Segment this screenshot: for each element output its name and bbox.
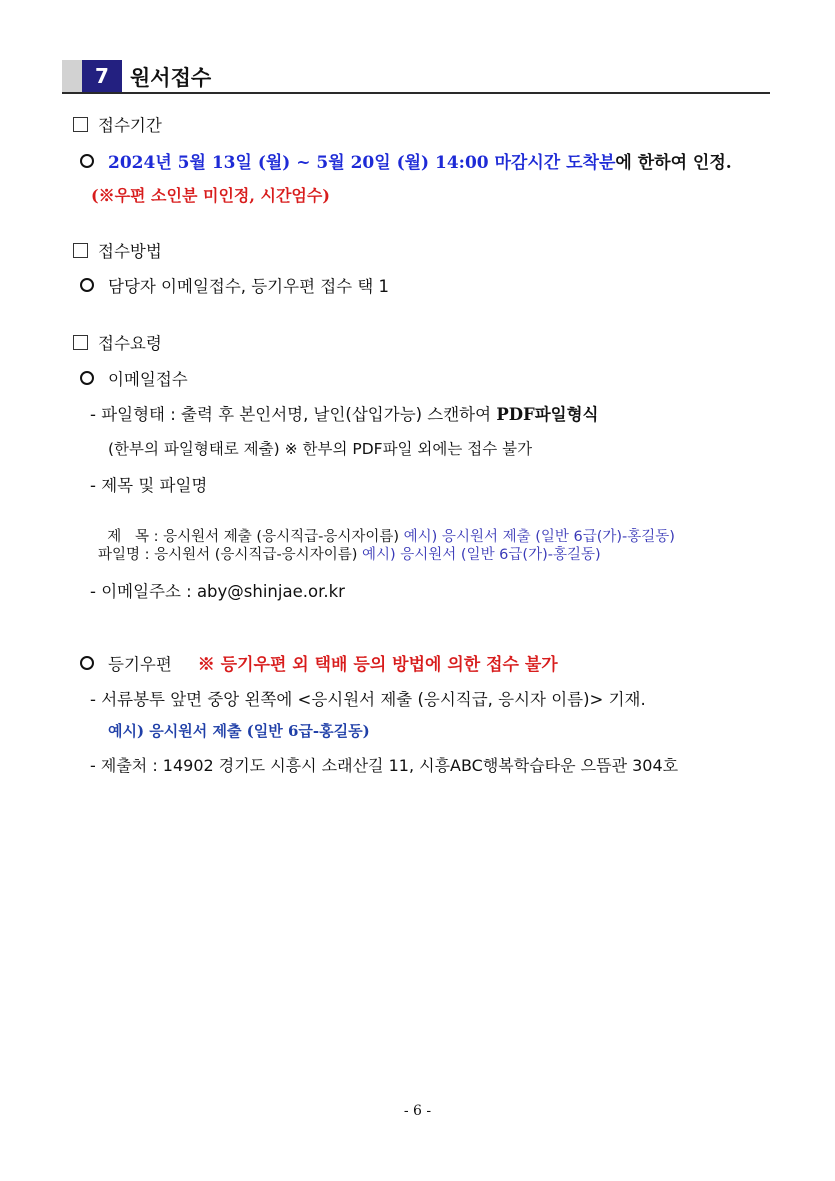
circle-bullet-icon (80, 154, 94, 168)
guide-heading (73, 330, 162, 354)
period-date-text: 2024년 5월 13일 (월) ~ 5월 20일 (월) 14:00 마감시간 도착분 (108, 153, 616, 173)
email-label-text: 이메일접수 (108, 370, 188, 389)
method-heading (73, 238, 162, 262)
circle-bullet-icon (80, 371, 94, 385)
filename-line (98, 543, 601, 564)
subject-line (98, 509, 675, 546)
email-section-label (80, 366, 188, 390)
method-heading-text: 접수방법 (98, 242, 162, 261)
mail-warning-text: ※ 등기우편 외 택배 등의 방법에 의한 접수 불가 (197, 655, 558, 675)
method-item (80, 273, 389, 297)
section-number-badge: 7 (82, 60, 122, 92)
file-format-text: - 파일형태 : 출력 후 본인서명, 날인(삽입가능) 스캔하여 (90, 405, 497, 424)
period-item (80, 148, 732, 173)
circle-bullet-icon (80, 656, 94, 670)
guide-heading-text: 접수요령 (98, 334, 162, 353)
period-heading (73, 112, 162, 136)
checkbox-square-icon (73, 335, 88, 350)
envelope-line: - 서류봉투 앞면 중앙 왼쪽에 <응시원서 제출 (응시직급, 응시자 이름)> 기재. (90, 690, 646, 709)
subject-example-text: 예시) 응시원서 제출 (일반 6급(가)-홍길동) (403, 529, 675, 545)
filename-label-text: 파일명 : 응시원서 (응시직급-응시자이름) (98, 547, 362, 563)
filename-example-text: 예시) 응시원서 (일반 6급(가)-홍길동) (361, 547, 601, 563)
file-format-line (90, 401, 599, 425)
section-title: 원서접수 (130, 66, 212, 90)
pdf-format-text: PDF파일형식 (496, 405, 599, 424)
title-filename-label: - 제목 및 파일명 (90, 476, 208, 495)
period-suffix-text: 에 한하여 인정. (615, 153, 732, 173)
subject-label-text: 제 목 : 응시원서 제출 (응시직급-응시자이름) (107, 529, 404, 545)
method-item-text: 담당자 이메일접수, 등기우편 접수 택 1 (108, 277, 390, 296)
checkbox-square-icon (73, 117, 88, 132)
email-address-line: - 이메일주소 : aby@shinjae.or.kr (90, 582, 345, 601)
header-accent-block (62, 60, 82, 92)
period-heading-text: 접수기간 (98, 116, 162, 135)
period-note: (※우편 소인분 미인정, 시간엄수) (91, 186, 330, 205)
page-number: - 6 - (403, 1103, 432, 1119)
mail-section-label (80, 650, 558, 675)
checkbox-square-icon (73, 243, 88, 258)
circle-bullet-icon (80, 278, 94, 292)
mail-address-line: - 제출처 : 14902 경기도 시흥시 소래산길 11, 시흥ABC행복학습타운 으뜸관 304호 (90, 756, 679, 775)
file-format-sub: (한부의 파일형태로 제출) ※ 한부의 PDF파일 외에는 접수 불가 (108, 440, 533, 458)
mail-label-text: 등기우편 (108, 655, 172, 674)
envelope-example: 예시) 응시원서 제출 (일반 6급-홍길동) (108, 722, 370, 740)
